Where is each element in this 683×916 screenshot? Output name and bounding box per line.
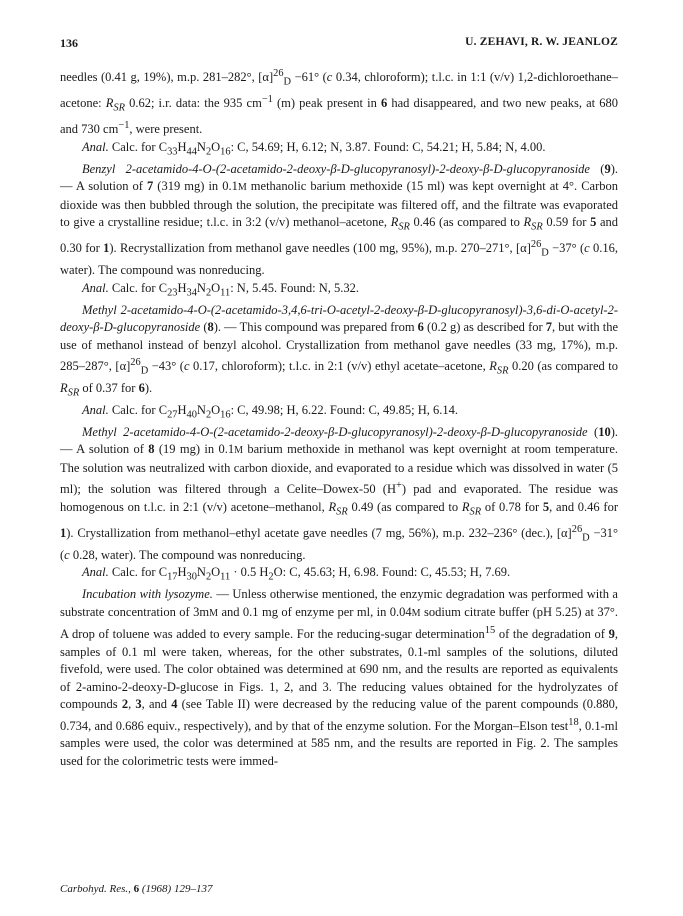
paragraph: Anal. Calc. for $C_{17}H_{30}N_2O_{11} \cdot 0.5$ $H_2O$: C, 45.63; H, 6.98. Found: C, 45.53; H, 7.69. <box>82 565 511 583</box>
paragraph: Benzyl 2-acetamido-4-O-(2-acetamido-2-deoxy-β-D-glucopyranosyl)-2-deoxy-β-D-glucopyranoside (9). — A solution of 7 (319 mg) in 0.1M methanolic barium methoxide (15 ml) was kept overnight at 4°. Carbon dioxide was then bubbled through the solution, the precipitate was filtered off, and the filtrate was evaporated to give a crystalline residue; t.l.c. in 3:2 (v/v) methanol–acetone, $R_{SR}$ 0.46 (as compared to $R_{SR}$ 0.59 for 5 and 0.30 for 1). Recrystallization from methanol gave needles (100 mg, 95%), m.p. 270–271°, $[\alpha]^{26}_D -37^\circ$ (c 0.16, water). The compound was nonreducing. <box>60 161 619 278</box>
paragraph: Methyl 2-acetamido-4-O-(2-acetamido-2-deoxy-β-D-glucopyranosyl)-2-deoxy-β-D-glucopyranoside (10). — A solution of 8 (19 mg) in 0.1M barium methoxide in methanol was kept overnight at room temperature. The solution was neutralized with carbon dioxide, and evaporated to a residue which was dissolved in water (5 ml); the solution was filtered through a Celite–Dowex-50 (H+) pad and evaporated. The residue was homogenous on t.l.c. in 2:1 (v/v) acetone–methanol, $R_{SR}$ 0.49 (as compared to $R_{SR}$ of 0.78 for 5, and 0.46 for 1). Crystallization from methanol–ethyl acetate gave needles (7 mg, 56%), m.p. 232–236° (dec.), $[\alpha]^{26}_D -31^\circ$ (c 0.28, water). The compound was nonreducing. <box>60 424 619 563</box>
journal-footer <box>60 883 212 895</box>
journal-volume: 6 <box>133 883 140 895</box>
paragraph: Incubation with lysozyme. — Unless otherwise mentioned, the enzymic degradation was performed with a substrate concentration of 3mM and 0.1 mg of enzyme per ml, in 0.04M sodium citrate buffer (pH 5.25) at 37°. A drop of toluene was added to every sample. For the reducing-sugar determination$^{15}$ of the degradation of 9, samples of 0.1 ml were taken, whereas, for the other substrates, 0.1-ml samples of the solutions, diluted fivefold, were used. The color obtained was determined at 690 nm, and the results are reported as equivalents of 2-amino-2-deoxy-D-glucose in Figs. 1, 2, and 3. The reducing values obtained for the hydrolyzates of compounds 2, 3, and 4 (see Table II) were decreased by the reducing value of the parent compounds (0.880, 0.734, and 0.686 equiv., respectively), and by that of the enzyme solution. For the Morgan–Elson test$^{18}$, 0.1-ml samples were used, the color was determined at 585 nm, and the results are reported in Fig. 2. The samples used for the colorimetric tests were immed- <box>60 587 619 768</box>
page-header <box>60 36 618 51</box>
article-body <box>60 65 618 770</box>
page-number: 136 <box>60 36 78 50</box>
paragraph: needles (0.41 g, 19%), m.p. 281–282°, $[\alpha]^{26}_D -61^\circ$ (c 0.34, chloroform); t.l.c. in 1:1 (v/v) 1,2-dichloroethane–acetone: $R_{SR}$ 0.62; i.r. data: the 935 $cm^{-1}$ (m) peak present in 6 had disappeared, and two new peaks, at 680 and 730 $cm^{-1}$, were present. <box>60 68 618 137</box>
paragraph: Anal. Calc. for $C_{27}H_{40}N_2O_{16}$: C, 49.98; H, 6.22. Found: C, 49.85; H, 6.14. <box>82 403 459 421</box>
page <box>60 36 618 770</box>
paragraph: Methyl 2-acetamido-4-O-(2-acetamido-3,4,6-tri-O-acetyl-2-deoxy-β-D-glucopyranosyl)-3,6-di-O-acetyl-2-deoxy-β-D-glucopyranoside (8). — This compound was prepared from 6 (0.2 g) as described for 7, but with the use of methanol instead of benzyl alcohol. Crystallization from methanol gave needles (33 mg, 17%), m.p. 285–287°, $[\alpha]^{26}_D -43^\circ$ (c 0.17, chloroform); t.l.c. in 2:1 (v/v) ethyl acetate–acetone, $R_{SR}$ 0.20 (as compared to $R_{SR}$ of 0.37 for 6). <box>60 302 618 399</box>
paragraph: Anal. Calc. for $C_{23}H_{34}N_2O_{11}$: N, 5.45. Found: N, 5.32. <box>82 280 360 299</box>
journal-name: Carbohyd. Res., <box>60 883 131 895</box>
journal-year-pages: (1968) 129–137 <box>141 883 213 895</box>
paragraph: Anal. Calc. for $C_{33}H_{44}N_2O_{16}$: C, 54.69; H, 6.12; N, 3.87. Found: C, 54.21; H, 5.84; N, 4.00. <box>82 139 546 158</box>
running-head: U. ZEHAVI, R. W. JEANLOZ <box>465 36 618 48</box>
